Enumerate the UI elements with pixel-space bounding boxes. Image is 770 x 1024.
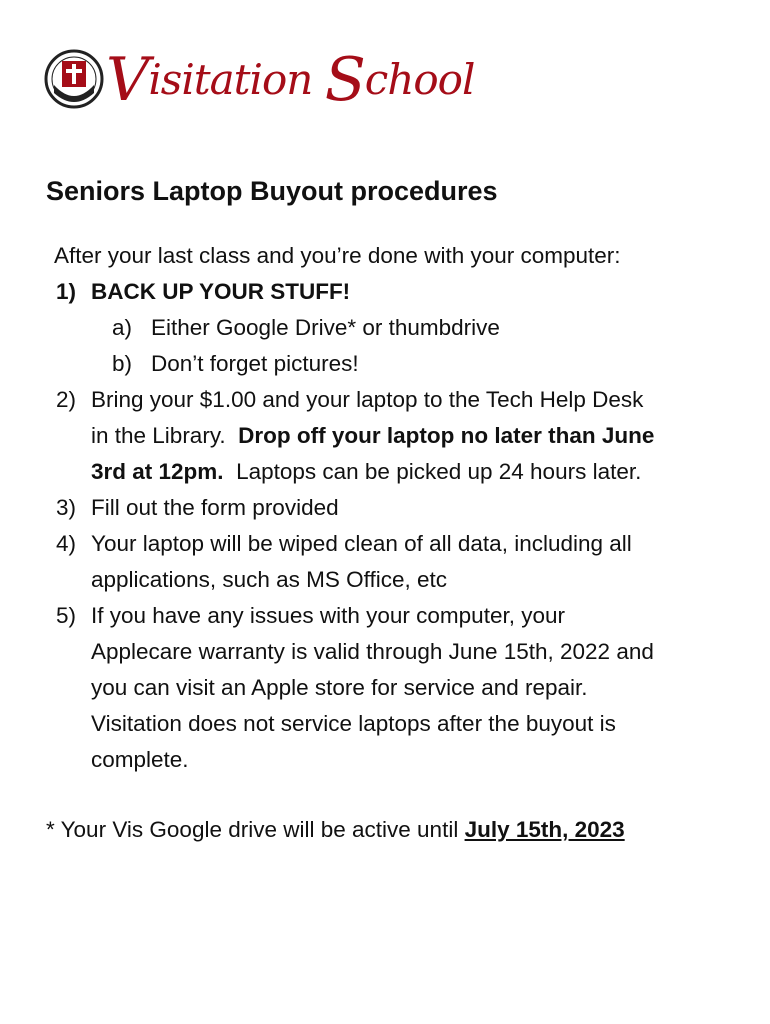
step-number: 5) — [56, 603, 77, 628]
substep-text: Either Google Drive* or thumbdrive — [151, 315, 500, 340]
step-text-line: Your laptop will be wiped clean of all data, including all — [91, 531, 632, 556]
school-header — [44, 44, 475, 124]
step-number: 2) — [56, 387, 77, 412]
step-1a — [46, 310, 736, 346]
footnote — [46, 812, 625, 848]
school-seal-icon — [44, 49, 104, 109]
footnote-text: * Your Vis Google drive will be active until — [46, 817, 465, 842]
step-text-plain: Laptops can be picked up 24 hours later. — [223, 459, 642, 484]
footnote-date: July 15th, 2023 — [464, 817, 625, 842]
step-5 — [46, 598, 736, 778]
step-4 — [46, 526, 736, 598]
step-text-line: applications, such as MS Office, etc — [91, 567, 448, 592]
step-number: 1) — [56, 279, 77, 304]
page-title: Seniors Laptop Buyout procedures — [46, 176, 498, 206]
procedure-body — [46, 238, 736, 778]
step-number: 3) — [56, 495, 77, 520]
step-text-plain: in the Library. — [91, 423, 239, 448]
step-1 — [46, 274, 736, 310]
step-text-line: complete. — [91, 747, 189, 772]
step-text-line — [91, 418, 736, 454]
step-text-line: Applecare warranty is valid through June 15th, 2022 and — [91, 639, 654, 664]
step-2 — [46, 382, 736, 490]
step-1b — [46, 346, 736, 382]
substep-text: Don’t forget pictures! — [151, 351, 359, 376]
step-text-bold: Drop off your laptop no later than June — [238, 423, 655, 448]
step-text-line: Visitation does not service laptops after the buyout is — [91, 711, 616, 736]
step-number: 4) — [56, 531, 77, 556]
step-text-line — [91, 454, 736, 490]
substep-letter: b) — [112, 351, 133, 376]
step-3 — [46, 490, 736, 526]
step-text: BACK UP YOUR STUFF! — [91, 279, 351, 304]
intro-text: After your last class and you’re done with your computer: — [54, 243, 621, 268]
step-text-line: If you have any issues with your computer, your — [91, 603, 565, 628]
step-text-line: you can visit an Apple store for service and repair. — [91, 675, 588, 700]
school-wordmark: Visitation School — [106, 45, 475, 115]
substep-letter: a) — [112, 315, 133, 340]
step-text-bold: 3rd at 12pm. — [91, 459, 224, 484]
step-text-line: Bring your $1.00 and your laptop to the Tech Help Desk — [91, 387, 644, 412]
step-text-line: Fill out the form provided — [91, 495, 339, 520]
